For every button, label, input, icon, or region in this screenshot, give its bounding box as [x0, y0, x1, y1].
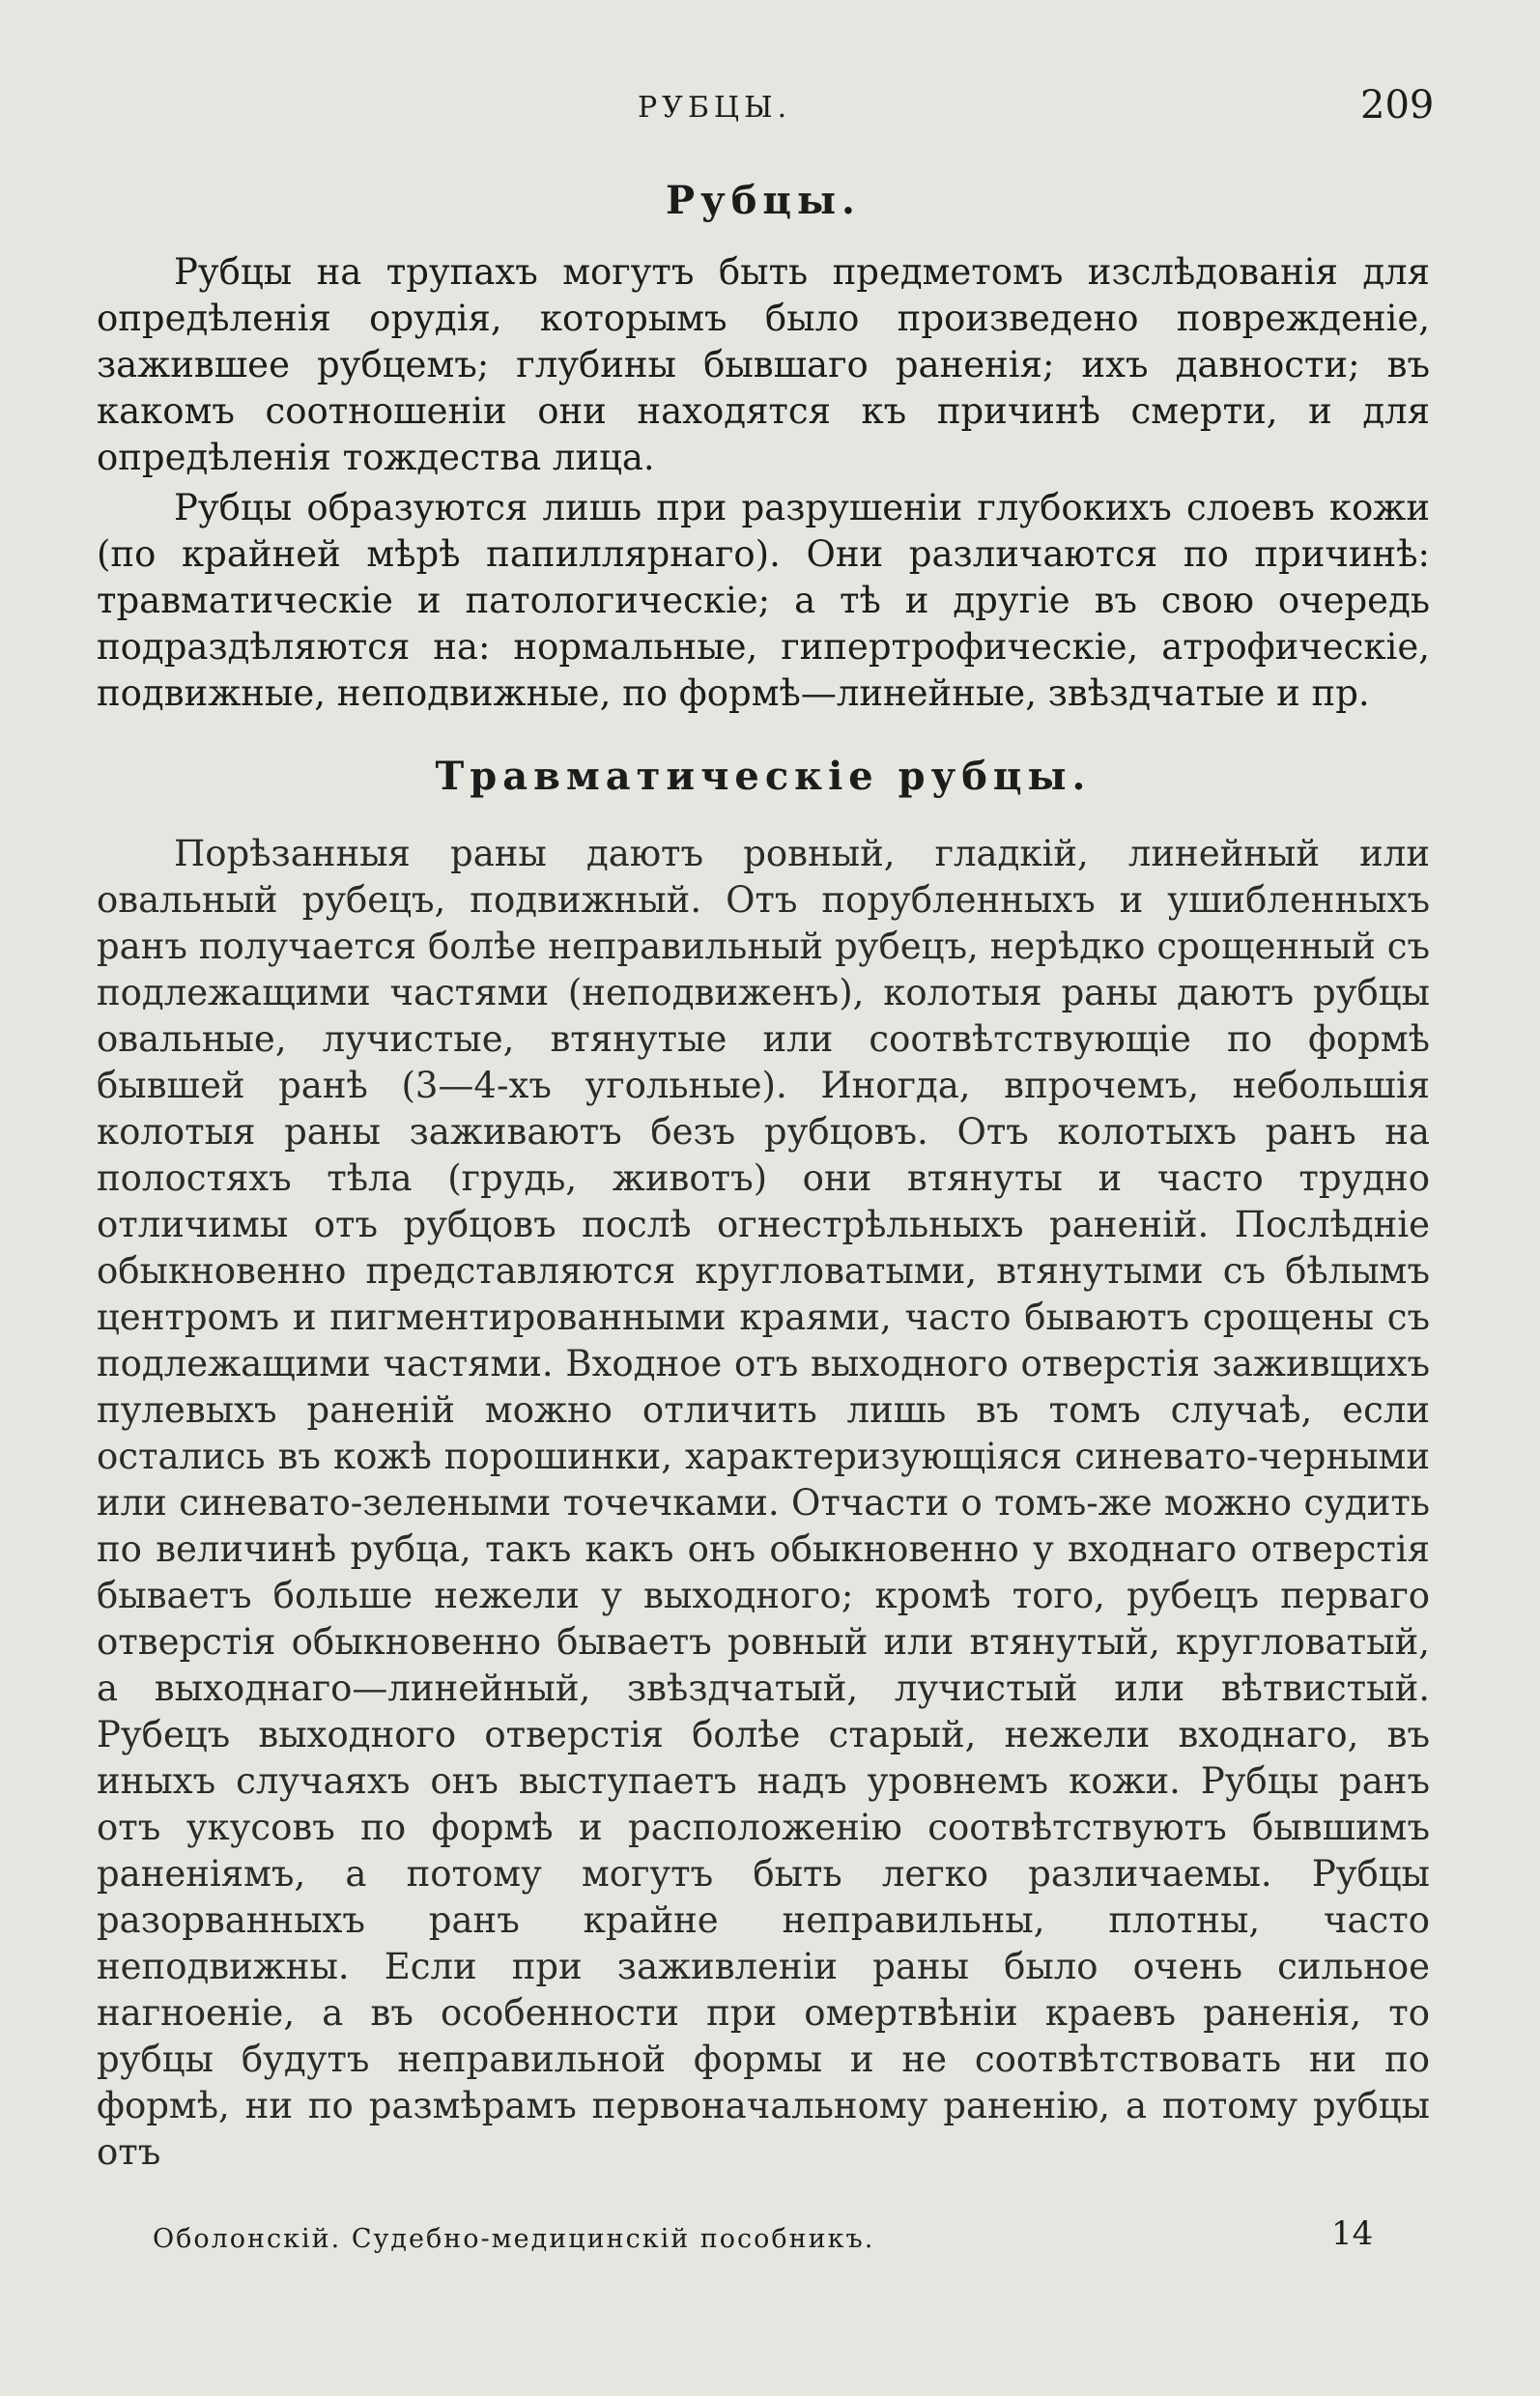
section-title-scars: Рубцы. [666, 178, 861, 223]
running-title: РУБЦЫ. [638, 91, 792, 125]
paragraph-traumatic-scars: Порѣзанныя раны даютъ ровный, гладкій, линейный или овальный рубецъ, подвижный. Отъ порубленныхъ и ушибленныхъ ранъ получается болѣе неправильный рубецъ, нерѣдко срощенный съ подлежащими частями (неподвиженъ), колотыя раны даютъ рубцы овальные, лучистые, втянутые или соотвѣтствующіе по формѣ бывшей ранѣ (3—4-хъ угольные). Иногда, впрочемъ, небольшія колотыя раны заживаютъ безъ рубцовъ. Отъ колотыхъ ранъ на полостяхъ тѣла (грудь, животъ) они втянуты и часто трудно отличимы отъ рубцовъ послѣ огнестрѣльныхъ раненій. Послѣдніе обыкновенно представляются кругловатыми, втянутыми съ бѣлымъ центромъ и пигментированными краями, часто бываютъ срощены съ подлежащими частями. Входное отъ выходного отверстія заживщихъ пулевыхъ раненій можно отличить лишь въ томъ случаѣ, если остались въ кожѣ порошинки, характеризующіяся синевато-черными или синевато-зелеными точечками. Отчасти о томъ-же можно судить по величинѣ рубца, такъ какъ онъ обыкновенно у входнаго отверстія бываетъ больше нежели у выходного; кромѣ того, рубецъ перваго отверстія обыкновенно бываетъ ровный или втянутый, кругловатый, а выходнаго—линейный, звѣздчатый, лучистый или вѣтвистый. Рубецъ выходного отверстія болѣе старый, нежели входнаго, въ иныхъ случаяхъ онъ выступаетъ надъ уровнемъ кожи. Рубцы ранъ отъ укусовъ по формѣ и расположенію соотвѣтствуютъ бывшимъ раненіямъ, а потому могутъ быть легко различаемы. Рубцы разорванныхъ ранъ крайне неправильны, плотны, часто неподвижны. Если при заживленіи раны было очень сильное нагноеніе, а въ особенности при омертвѣніи краевъ раненія, то рубцы будутъ неправильной формы и не соотвѣтствовать ни по формѣ, ни по размѣрамъ первоначальному раненію, а потому рубцы отъ [97, 833, 1430, 2173]
section-title-traumatic-scars: Травматическіе рубцы. [435, 754, 1092, 799]
page-number: 209 [1360, 83, 1435, 128]
running-head [0, 83, 1540, 141]
paragraph-scars-purpose: Рубцы на трупахъ могутъ быть предметомъ изслѣдованія для опредѣленія орудія, которымъ было произведено поврежденіе, зажившее рубцемъ; глубины бывшаго раненія; ихъ давности; въ какомъ соотношеніи они находятся къ причинѣ смерти, и для опредѣленія тождества лица. [97, 251, 1430, 478]
page-footer [0, 2214, 1540, 2263]
sheet-number: 14 [1331, 2214, 1374, 2253]
page-content [97, 174, 1430, 2176]
paragraph-scars-classification: Рубцы образуются лишь при разрушеніи глубокихъ слоевъ кожи (по крайней мѣрѣ папиллярнаго). Они различаются по причинѣ: травматическіе и патологическіе; а тѣ и другіе въ свою очередь подраздѣляются на: нормальные, гипертрофическіе, атрофическіе, подвижные, неподвижные, по формѣ—линейные, звѣздчатые и пр. [97, 487, 1430, 714]
footer-book-title: Оболонскій. Судебно-медицинскій пособникъ. [153, 2224, 875, 2254]
